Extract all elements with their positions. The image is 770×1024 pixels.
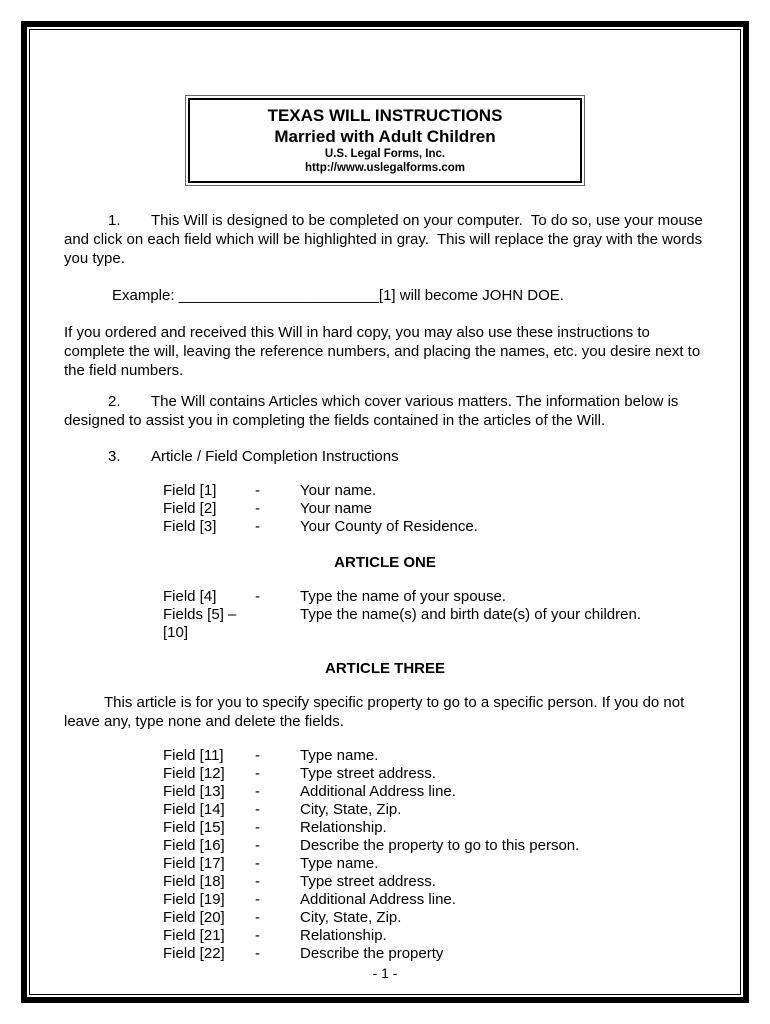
field-instruction-row: [163, 891, 706, 909]
company-name: U.S. Legal Forms, Inc.: [324, 148, 446, 160]
field-label: Field [11]: [163, 747, 224, 764]
field-description: Relationship.: [300, 819, 387, 836]
field-description: Describe the property: [300, 945, 444, 962]
field-label: Field [17]: [163, 855, 225, 872]
page-border-inner: [29, 29, 741, 995]
field-dash: -: [255, 801, 260, 818]
field-instruction-row: [163, 927, 706, 945]
field-dash: -: [255, 945, 260, 962]
paragraph-item-1: [64, 211, 706, 268]
field-label: Field [18]: [163, 873, 225, 890]
field-instruction-row: [163, 783, 706, 801]
field-table-article-three: [163, 747, 706, 963]
field-instruction-row: [163, 945, 706, 963]
document-subtitle: Married with Adult Children: [274, 127, 496, 146]
field-label: Field [12]: [163, 765, 225, 782]
field-description: Your name.: [300, 482, 377, 499]
field-label: Field [1]: [163, 482, 217, 499]
item-number: 2.: [108, 393, 121, 410]
field-dash: -: [255, 891, 260, 908]
field-description: City, State, Zip.: [300, 801, 402, 818]
field-description: Your County of Residence.: [300, 518, 478, 535]
paragraph-hard-copy: [64, 323, 706, 380]
field-instruction-row: [163, 909, 706, 927]
paragraph-item-2: [64, 392, 706, 430]
field-label: Field [3]: [163, 518, 217, 535]
title-box-inner: [188, 98, 582, 183]
item-text: Article / Field Completion Instructions: [151, 448, 399, 465]
field-dash: -: [255, 927, 260, 944]
paragraph-text: If you ordered and received this Will in hard copy, you may also use these instructions to complete the will, leaving the reference numbers, and placing the names, etc. you desire next to the field numbers.: [64, 324, 705, 379]
field-description: Relationship.: [300, 927, 387, 944]
field-instruction-row: [163, 500, 706, 518]
paragraph-item-3: [64, 447, 706, 466]
document-title: TEXAS WILL INSTRUCTIONS: [267, 106, 503, 125]
article-three-intro: [64, 693, 706, 731]
field-instruction-row: [163, 801, 706, 819]
item-number: 3.: [108, 448, 121, 465]
field-label: Fields [5] – [10]: [163, 606, 237, 641]
article-one-heading: ARTICLE ONE: [334, 554, 436, 571]
field-dash: -: [255, 783, 260, 800]
field-instruction-row: [163, 482, 706, 500]
field-description: Describe the property to go to this person.: [300, 837, 580, 854]
field-instruction-row: [163, 855, 706, 873]
field-description: Type name.: [300, 747, 379, 764]
field-instruction-row: [163, 606, 706, 642]
field-instruction-row: [163, 518, 706, 536]
field-description: Type name.: [300, 855, 379, 872]
field-dash: -: [255, 500, 260, 517]
field-label: Field [16]: [163, 837, 225, 854]
field-dash: -: [255, 837, 260, 854]
field-description: Your name: [300, 500, 372, 517]
field-description: City, State, Zip.: [300, 909, 402, 926]
field-dash: -: [255, 518, 260, 535]
field-instruction-row: [163, 819, 706, 837]
item-number: 1.: [108, 212, 121, 229]
paragraph-text: This article is for you to specify specific property to go to a specific person. If you do not leave any, type none and delete the fields.: [64, 694, 689, 730]
field-description: Additional Address line.: [300, 891, 456, 908]
item-text: The Will contains Articles which cover various matters. The information below is designed to assist you in completing the fields contained in the articles of the Will.: [64, 393, 683, 429]
field-dash: -: [255, 588, 260, 605]
field-dash: -: [255, 855, 260, 872]
field-description: Type the name of your spouse.: [300, 588, 506, 605]
field-label: Field [4]: [163, 588, 217, 605]
field-label: Field [21]: [163, 927, 225, 944]
field-dash: -: [255, 765, 260, 782]
field-table-main: [163, 482, 706, 536]
article-three-heading: ARTICLE THREE: [325, 660, 445, 677]
page-number: - 1 -: [372, 965, 398, 981]
item-text: This Will is designed to be completed on your computer. To do so, use your mouse and click on each field which will be highlighted in gray. This will replace the gray with the words you type.: [64, 212, 707, 267]
field-instruction-row: [163, 765, 706, 783]
example-text: Example: ________________________[1] will become JOHN DOE.: [112, 287, 564, 304]
field-label: Field [19]: [163, 891, 225, 908]
field-instruction-row: [163, 747, 706, 765]
field-instruction-row: [163, 873, 706, 891]
field-dash: -: [255, 873, 260, 890]
field-dash: -: [255, 909, 260, 926]
field-dash: -: [255, 819, 260, 836]
field-description: Type street address.: [300, 765, 436, 782]
field-label: Field [22]: [163, 945, 225, 962]
field-label: Field [14]: [163, 801, 225, 818]
company-url: http://www.uslegalforms.com: [305, 162, 465, 174]
field-table-article-one: [163, 588, 706, 642]
document-content: [30, 30, 740, 994]
title-box: [185, 95, 585, 186]
field-label: Field [15]: [163, 819, 225, 836]
field-instruction-row: [163, 837, 706, 855]
field-description: Additional Address line.: [300, 783, 456, 800]
field-label: Field [13]: [163, 783, 225, 800]
field-description: Type street address.: [300, 873, 436, 890]
field-instruction-row: [163, 588, 706, 606]
field-dash: -: [255, 482, 260, 499]
page-border-outer: [21, 21, 749, 1003]
field-dash: -: [255, 747, 260, 764]
example-line: [64, 286, 706, 305]
field-label: Field [2]: [163, 500, 217, 517]
field-description: Type the name(s) and birth date(s) of your children.: [300, 606, 642, 623]
field-label: Field [20]: [163, 909, 225, 926]
